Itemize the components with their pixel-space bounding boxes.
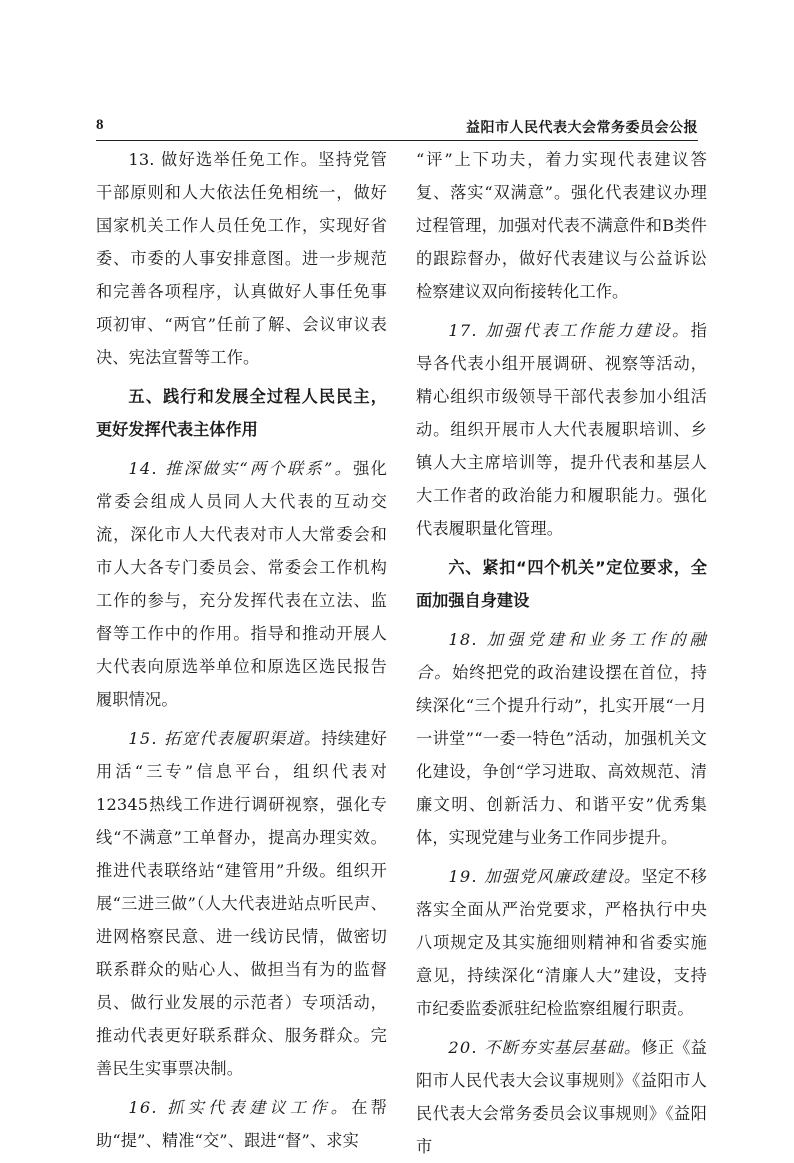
right-column <box>416 143 707 1163</box>
paragraph-18 <box>416 623 707 854</box>
header-rule <box>96 140 698 141</box>
paragraph-text: 坚定不移落实全面从严治党要求，严格执行中央八项规定及其实施细则精神和省委实施意见，持续深化“清廉人大”建设，支持市纪委监委派驻纪检监察组履行职责。 <box>416 867 707 1018</box>
paragraph-text: 13. 做好选举任免工作。坚持党管干部原则和人大依法任免相统一，做好国家机关工作人员任免工作，实现好省委、市委的人事安排意图。进一步规范和完善各项程序，认真做好人事任免事项初审、“两官”任前了解、会议审议表决、宪法宣誓等工作。 <box>96 150 387 367</box>
paragraph-text: 始终把党的政治建设摆在首位，持续深化“三个提升行动”，扎实开展“一月一讲堂”“一委一特色”活动，加强机关文化建设，争创“学习进取、高效规范、清廉文明、创新活力、和谐平安”优秀集体，实现党建与业务工作同步提升。 <box>416 663 707 847</box>
paragraph-lead: 18. 加强党建和业务工作的融合。 <box>416 630 707 682</box>
paragraph-text: 持续建好用活“三专”信息平台，组织代表对12345热线工作进行调研视察，强化专线“不满意”工单督办，提高办理实效。推进代表联络站“建管用”升级。组织开展“三进三做”（人大代表进站点听民声、进网格察民意、进一线访民情，做密切联系群众的贴心人、做担当有为的监督员、做行业发展的示范者）专项活动，推动代表更好联系群众、服务群众。完善民生实事票决制。 <box>96 729 387 1078</box>
section-heading-6: 六、紧扣“四个机关”定位要求，全面加强自身建设 <box>416 558 707 610</box>
left-column <box>96 143 387 1157</box>
paragraph-text: 在帮助“提”、精准“交”、跟进“督”、求实 <box>96 1098 387 1150</box>
paragraph-text: 强化常委会组成人员同人大代表的互动交流，深化市人大代表对市人大常委会和市人大各专门委员会、常委会工作机构工作的参与，充分发挥代表在立法、监督等工作中的作用。指导和推动开展人大代表向原选举单位和原选区选民报告履职情况。 <box>96 459 387 709</box>
paragraph-text: “评”上下功夫，着力实现代表建议答复、落实“双满意”。强化代表建议办理过程管理，加强对代表不满意件和B类件的跟踪督办，做好代表建议与公益诉讼检察建议双向衔接转化工作。 <box>416 150 707 301</box>
paragraph-17 <box>416 314 707 545</box>
page-header <box>96 117 698 141</box>
paragraph-16 <box>96 1091 387 1157</box>
paragraph-lead: 14. 推深做实“两个联系”。 <box>128 459 354 478</box>
paragraph-lead: 15. 拓宽代表履职渠道。 <box>128 729 322 748</box>
journal-title: 益阳市人民代表大会常务委员会公报 <box>466 120 698 136</box>
paragraph-20 <box>416 1031 707 1163</box>
page-number: 8 <box>96 117 104 133</box>
paragraph-text: 修正《益阳市人民代表大会议事规则》《益阳市人民代表大会常务委员会议事规则》《益阳市 <box>416 1038 707 1156</box>
paragraph-lead: 17. 加强代表工作能力建设。 <box>448 321 691 340</box>
paragraph-lead: 20. 不断夯实基层基础。 <box>448 1038 642 1057</box>
paragraph-text: 指导各代表小组开展调研、视察等活动，精心组织市级领导干部代表参加小组活动。组织开展市人大代表履职培训、乡镇人大主席培训等，提升代表和基层人大工作者的政治能力和履职能力。强化代表履职量化管理。 <box>416 321 707 538</box>
paragraph-13 <box>96 143 387 374</box>
paragraph-14 <box>96 452 387 716</box>
paragraph-lead: 19. 加强党风廉政建设。 <box>448 867 642 886</box>
paragraph-19 <box>416 860 707 1025</box>
paragraph-16-continued <box>416 143 707 308</box>
paragraph-lead: 16. 抓实代表建议工作。 <box>128 1098 352 1117</box>
paragraph-15 <box>96 722 387 1085</box>
section-heading-5: 五、践行和发展全过程人民民主，更好发挥代表主体作用 <box>96 387 387 439</box>
